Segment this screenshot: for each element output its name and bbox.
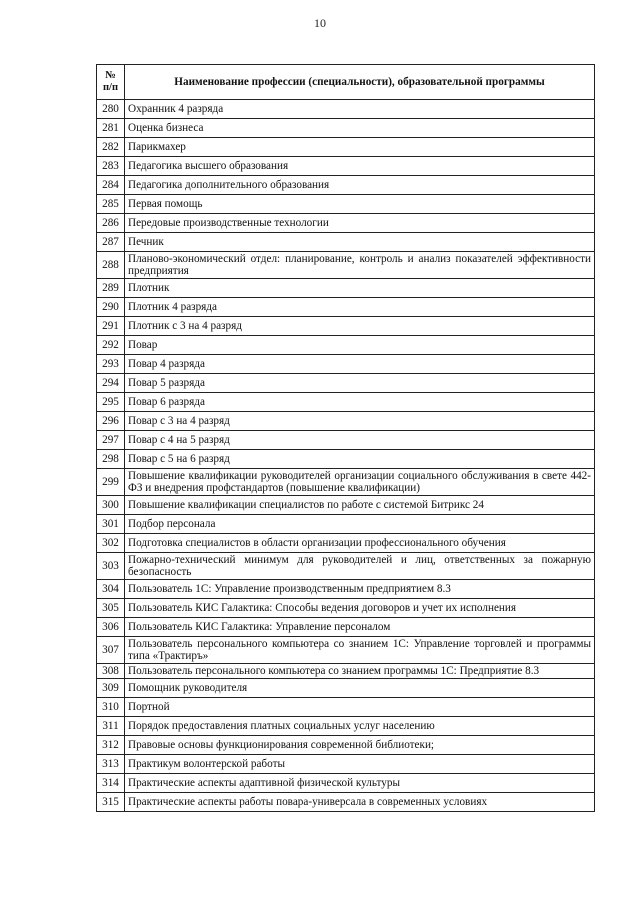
row-number: 295 [97,393,125,412]
row-name: Повар с 4 на 5 разряд [125,431,595,450]
row-name: Портной [125,698,595,717]
row-number: 313 [97,755,125,774]
row-number: 292 [97,336,125,355]
table-row [97,412,595,431]
table-row [97,515,595,534]
header-number-line2: п/п [102,82,119,93]
row-number: 299 [97,469,125,496]
row-name: Подготовка специалистов в области организации профессионального обучения [125,534,595,553]
row-name: Пользователь персонального компьютера со знанием программы 1С: Предприятие 8.3 [125,664,595,679]
row-number: 280 [97,100,125,119]
row-number: 281 [97,119,125,138]
row-name: Помощник руководителя [125,679,595,698]
table-row [97,553,595,580]
row-name: Правовые основы функционирования современной библиотеки; [125,736,595,755]
table-row [97,176,595,195]
row-number: 294 [97,374,125,393]
row-number: 300 [97,496,125,515]
row-name: Педагогика высшего образования [125,157,595,176]
row-name: Практические аспекты работы повара-универсала в современных условиях [125,793,595,812]
row-name: Педагогика дополнительного образования [125,176,595,195]
table-row [97,618,595,637]
row-name: Пожарно-технический минимум для руководителей и лиц, ответственных за пожарную безопасность [125,553,595,580]
row-name: Повар 5 разряда [125,374,595,393]
row-number: 306 [97,618,125,637]
table-row [97,774,595,793]
table-row [97,717,595,736]
row-number: 314 [97,774,125,793]
row-number: 288 [97,252,125,279]
row-number: 310 [97,698,125,717]
row-number: 298 [97,450,125,469]
table-row [97,599,595,618]
row-name: Плотник [125,279,595,298]
programs-table [96,64,595,812]
row-name: Плотник с 3 на 4 разряд [125,317,595,336]
row-name: Оценка бизнеса [125,119,595,138]
row-number: 287 [97,233,125,252]
table-row [97,138,595,157]
row-name: Практикум волонтерской работы [125,755,595,774]
row-number: 285 [97,195,125,214]
row-number: 307 [97,637,125,664]
row-name: Повышение квалификации специалистов по работе с системой Битрикс 24 [125,496,595,515]
row-number: 312 [97,736,125,755]
row-number: 296 [97,412,125,431]
row-name: Охранник 4 разряда [125,100,595,119]
row-name: Практические аспекты адаптивной физической культуры [125,774,595,793]
row-name: Пользователь персонального компьютера со знанием 1С: Управление торговлей и программы типа «Трактиръ» [125,637,595,664]
header-number-line1: № [105,70,116,81]
table-row [97,317,595,336]
table-row [97,233,595,252]
row-number: 303 [97,553,125,580]
header-row [97,65,595,100]
page-number: 10 [314,16,326,30]
row-number: 302 [97,534,125,553]
table-row [97,679,595,698]
table-row [97,279,595,298]
row-number: 291 [97,317,125,336]
table-row [97,637,595,664]
table-row [97,298,595,317]
row-number: 289 [97,279,125,298]
row-number: 282 [97,138,125,157]
row-name: Планово-экономический отдел: планирование, контроль и анализ показателей эффективности предприятия [125,252,595,279]
table-row [97,100,595,119]
table-row [97,252,595,279]
table-row [97,698,595,717]
row-number: 305 [97,599,125,618]
row-name: Первая помощь [125,195,595,214]
table-row [97,580,595,599]
row-name: Повар 6 разряда [125,393,595,412]
table-row [97,534,595,553]
table-row [97,336,595,355]
row-name: Повар [125,336,595,355]
row-name: Парикмахер [125,138,595,157]
row-number: 286 [97,214,125,233]
row-number: 293 [97,355,125,374]
row-number: 283 [97,157,125,176]
table-row [97,431,595,450]
table-row [97,374,595,393]
table-row [97,664,595,679]
row-name: Повар 4 разряда [125,355,595,374]
table-row [97,119,595,138]
header-number [97,65,125,100]
row-name: Повар с 5 на 6 разряд [125,450,595,469]
row-name: Порядок предоставления платных социальных услуг населению [125,717,595,736]
row-name: Плотник 4 разряда [125,298,595,317]
row-name: Пользователь КИС Галактика: Управление персоналом [125,618,595,637]
row-number: 290 [97,298,125,317]
table-row [97,195,595,214]
row-number: 308 [97,664,125,679]
table-row [97,469,595,496]
table-header [97,65,595,100]
table-row [97,755,595,774]
row-name: Передовые производственные технологии [125,214,595,233]
row-number: 297 [97,431,125,450]
table-row [97,393,595,412]
row-number: 301 [97,515,125,534]
table-row [97,496,595,515]
row-name: Подбор персонала [125,515,595,534]
row-name: Повышение квалификации руководителей организации социального обслуживания в свете 442-ФЗ и внедрения профстандартов (повышение квалификации) [125,469,595,496]
row-number: 309 [97,679,125,698]
header-name: Наименование профессии (специальности), образовательной программы [125,65,595,100]
row-name: Пользователь КИС Галактика: Способы ведения договоров и учет их исполнения [125,599,595,618]
table-row [97,793,595,812]
row-name: Печник [125,233,595,252]
row-name: Повар с 3 на 4 разряд [125,412,595,431]
row-name: Пользователь 1С: Управление производственным предприятием 8.3 [125,580,595,599]
row-number: 284 [97,176,125,195]
row-number: 315 [97,793,125,812]
table-body [97,100,595,812]
row-number: 311 [97,717,125,736]
table-row [97,157,595,176]
row-number: 304 [97,580,125,599]
table-row [97,214,595,233]
table-row [97,450,595,469]
table-row [97,355,595,374]
table-row [97,736,595,755]
